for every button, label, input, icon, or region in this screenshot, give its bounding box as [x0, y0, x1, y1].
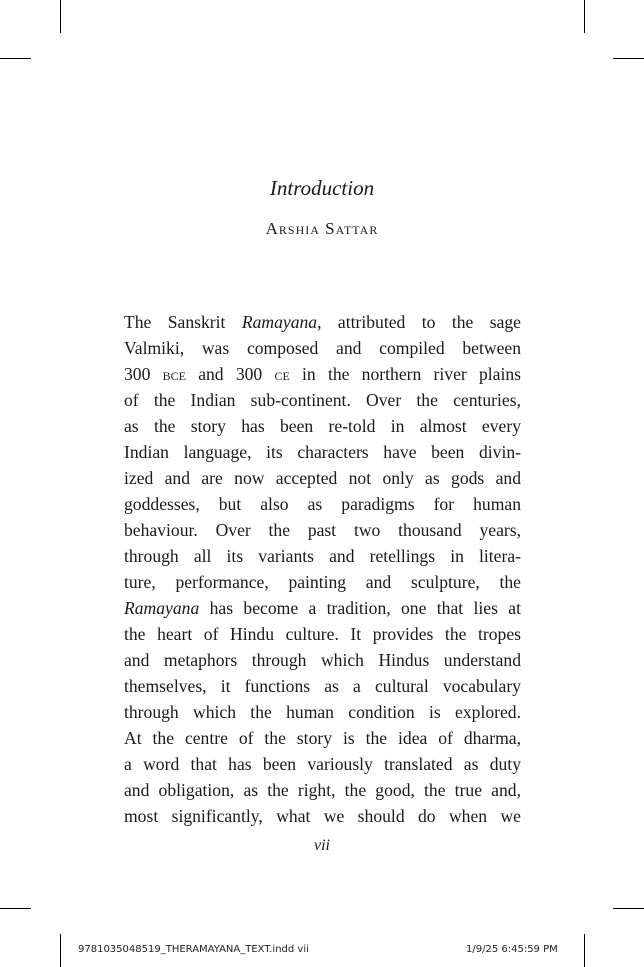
- crop-mark-top-left: [60, 0, 61, 33]
- crop-mark-right-bottom: [613, 908, 644, 909]
- text-line: through all its variants and retellings in litera-: [124, 546, 521, 566]
- body-paragraph: [124, 309, 521, 829]
- text-line: and obligation, as the right, the good, the true and,: [124, 780, 521, 800]
- text-line: the heart of Hindu culture. It provides the tropes: [124, 624, 521, 644]
- crop-mark-right-top: [613, 58, 644, 59]
- text-line: The Sanskrit Ramayana, attributed to the sage: [124, 312, 521, 332]
- crop-mark-bottom-left: [60, 934, 61, 967]
- text-line: ized and are now accepted not only as gods and: [124, 468, 521, 488]
- crop-mark-top-right: [584, 0, 585, 33]
- text-line: of the Indian sub-continent. Over the centuries,: [124, 390, 521, 410]
- text-line: and metaphors through which Hindus understand: [124, 650, 521, 670]
- crop-mark-left-top: [0, 58, 31, 59]
- text-line: most significantly, what we should do when we: [124, 806, 521, 826]
- crop-mark-bottom-right: [584, 934, 585, 967]
- text-line: Indian language, its characters have been divin-: [124, 442, 521, 462]
- author-name: Arshia Sattar: [265, 219, 379, 238]
- slug-filename: 9781035048519_THERAMAYANA_TEXT.indd vii: [78, 944, 309, 955]
- text-line: 300 bce and 300 ce in the northern river plains: [124, 364, 521, 384]
- crop-mark-left-bottom: [0, 908, 31, 909]
- chapter-title: Introduction: [269, 176, 375, 200]
- text-line: At the centre of the story is the idea of dharma,: [124, 728, 521, 748]
- text-line: Ramayana has become a tradition, one that lies at: [124, 598, 521, 618]
- text-line: a word that has been variously translated as duty: [124, 754, 521, 774]
- text-line: ture, performance, painting and sculpture, the: [124, 572, 521, 592]
- text-line: as the story has been re-told in almost every: [124, 416, 521, 436]
- text-line: through which the human condition is explored.: [124, 702, 521, 722]
- text-line: behaviour. Over the past two thousand years,: [124, 520, 521, 540]
- text-line: themselves, it functions as a cultural vocabulary: [124, 676, 521, 696]
- text-line: goddesses, but also as paradigms for human: [124, 494, 521, 514]
- text-line: Valmiki, was composed and compiled between: [124, 338, 521, 358]
- slug-timestamp: 1/9/25 6:45:59 PM: [466, 944, 558, 955]
- page-number: vii: [314, 837, 330, 854]
